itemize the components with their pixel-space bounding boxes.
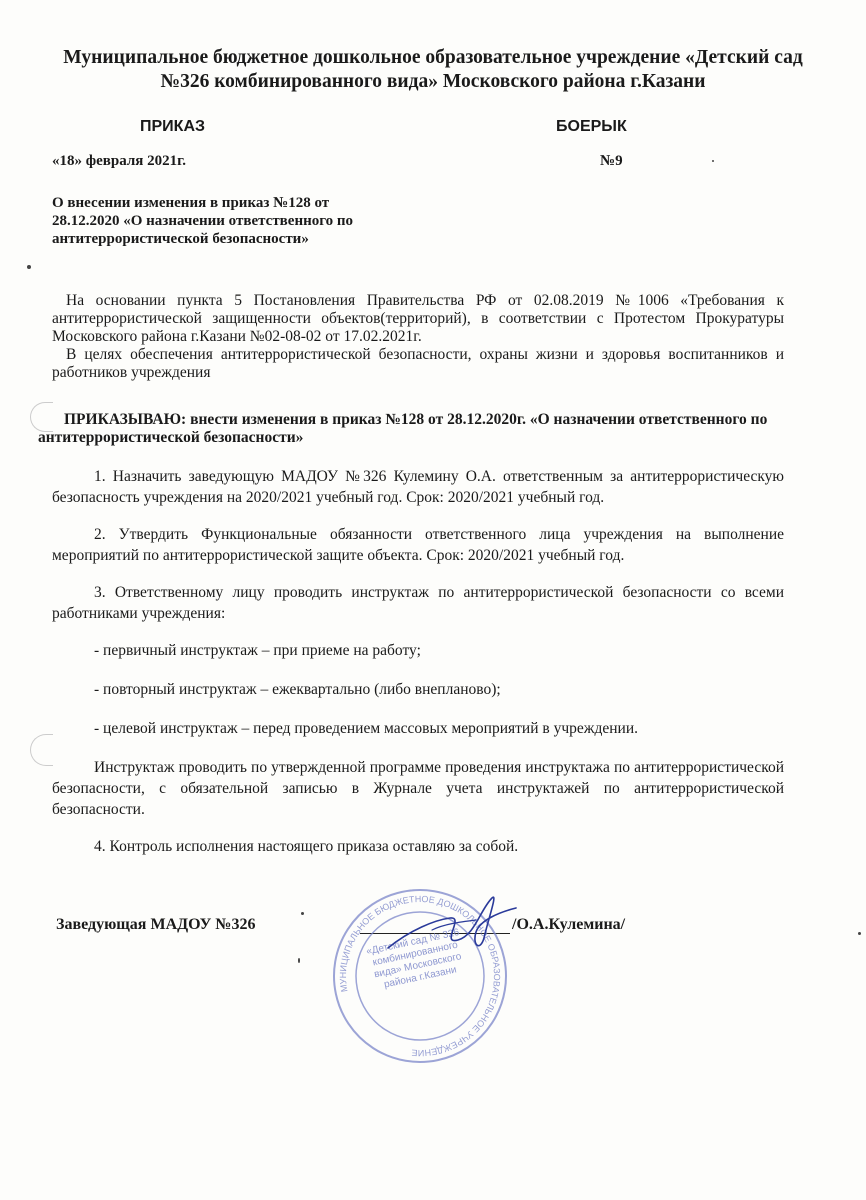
item-1: 1. Назначить заведующую МАДОУ №326 Кулемину О.А. ответственным за антитеррористическую безопасность учреждения на 2020/2021 учебный год. Срок: 2020/2021 учебный год.	[52, 468, 784, 506]
scan-speck	[712, 160, 714, 162]
order-number: №9	[600, 153, 623, 169]
item-3-bullet-1: - первичный инструктаж – при приеме на работу;	[94, 642, 421, 659]
order-subject: О внесении изменения в приказ №128 от 28.12.2020 «О назначении ответственного по антитеррористической безопасности»	[52, 195, 354, 247]
basis-paragraph-2: В целях обеспечения антитеррористической безопасности, охраны жизни и здоровья воспитанников и работников учреждения	[52, 346, 784, 381]
basis-paragraph-1: На основании пункта 5 Постановления Правительства РФ от 02.08.2019 №1006 «Требования к антитеррористической защищенности объектов(территорий), в соответствии с Протестом Прокуратуры Московского района г.Казани №02-08-02 от 17.02.2021г.	[52, 292, 784, 345]
order-items	[52, 466, 784, 873]
order-heading	[38, 411, 798, 447]
item-3-bullet-2: - повторный инструктаж – ежеквартально (либо внепланово);	[94, 681, 501, 698]
order-label-russian: ПРИКАЗ	[140, 118, 206, 135]
scan-speck	[298, 958, 300, 963]
signatory-position: Заведующая МАДОУ №326	[56, 916, 256, 933]
item-3-instructions: Инструктаж проводить по утвержденной программе проведения инструктажа по антитеррористической безопасности, с обязательной записью в Журнале учета инструктажей по антитеррористической безопасности.	[52, 759, 784, 818]
scan-punch-mark	[30, 402, 53, 432]
scan-punch-mark	[30, 734, 53, 766]
order-heading-text: ПРИКАЗЫВАЮ: внести изменения в приказ №128 от 28.12.2020г. «О назначении ответственного по антитеррористической безопасности»	[38, 411, 768, 446]
scan-speck	[858, 932, 861, 935]
handwritten-signature	[380, 890, 520, 960]
order-label-tatar: БОЕРЫК	[556, 118, 627, 135]
signatory-name: /О.А.Кулемина/	[512, 916, 626, 933]
basis-section	[52, 292, 784, 382]
item-2: 2. Утвердить Функциональные обязанности ответственного лица учреждения на выполнение мероприятий по антитеррористической защите объекта. Срок: 2020/2021 учебный год.	[52, 526, 784, 564]
stamp-outer-text: МУНИЦИПАЛЬНОЕ БЮДЖЕТНОЕ ДОШКОЛЬНОЕ ОБРАЗОВАТЕЛЬНОЕ УЧРЕЖДЕНИЕ	[337, 893, 503, 1059]
stamp-inner-text: «Детский сад № 326 комбинированного вида» Московского района г.Казани	[365, 927, 463, 991]
item-3: 3. Ответственному лицу проводить инструктаж по антитеррористической безопасности со всеми работниками учреждения:	[52, 584, 784, 622]
item-4: 4. Контроль исполнения настоящего приказа оставляю за собой.	[94, 838, 519, 855]
scan-speck	[301, 912, 304, 915]
scan-speck	[27, 265, 31, 269]
item-3-bullet-3: - целевой инструктаж – перед проведением массовых мероприятий в учреждении.	[94, 720, 638, 737]
organization-title: Муниципальное бюджетное дошкольное образовательное учреждение «Детский сад №326 комбинированного вида» Московского района г.Казани	[63, 47, 803, 92]
order-date: «18» февраля 2021г.	[52, 153, 187, 169]
